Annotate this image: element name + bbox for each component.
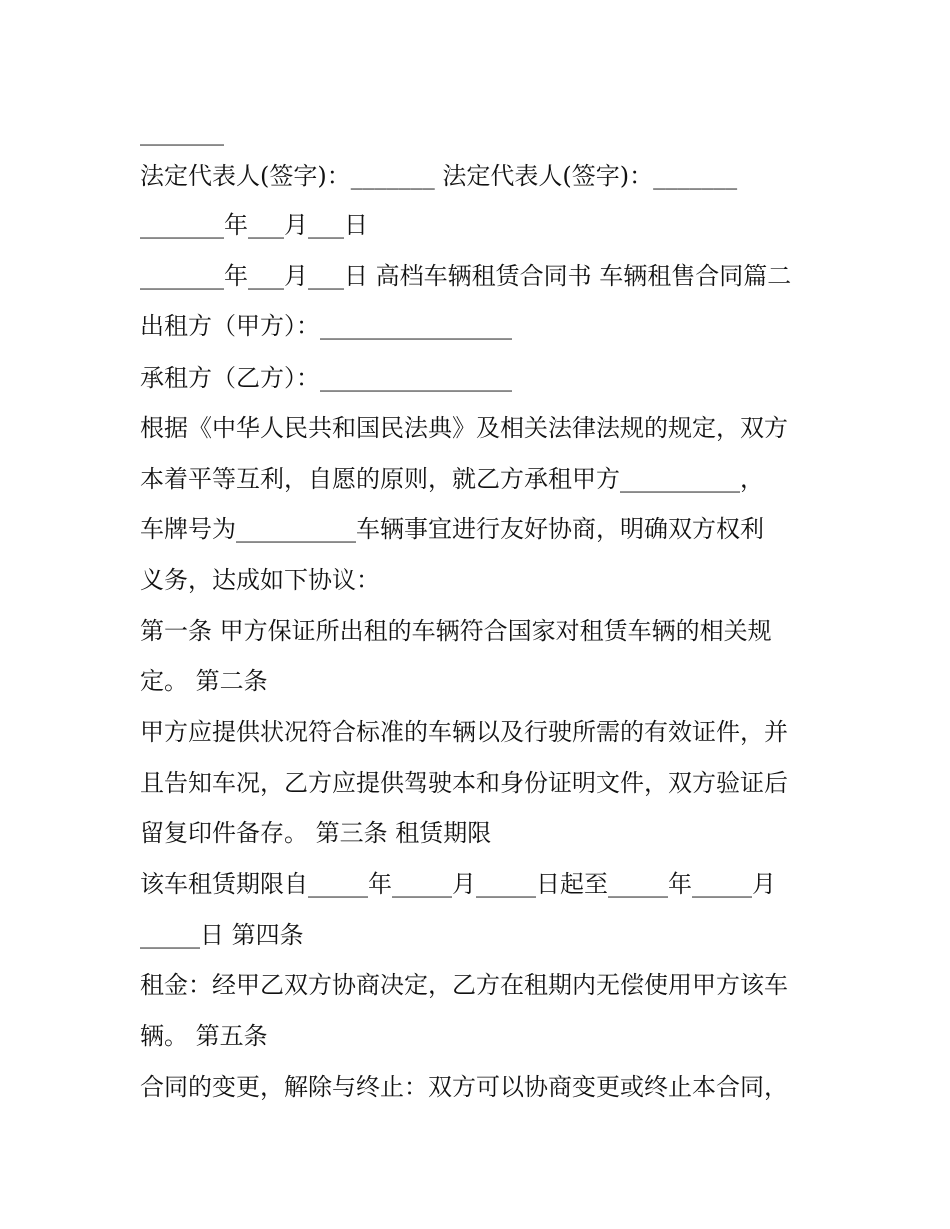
text-line: 且告知车况，乙方应提供驾驶本和身份证明文件，双方验证后 — [140, 769, 788, 797]
text-line: 车牌号为__________车辆事宜进行友好协商，明确双方权利 — [140, 515, 764, 543]
text-line: 出租方（甲方）：________________ — [140, 312, 512, 340]
text-line: 留复印件备存。 第三条 租赁期限 — [140, 819, 492, 847]
text-line: 第一条 甲方保证所出租的车辆符合国家对租赁车辆的相关规 — [140, 617, 772, 645]
text-line: 定。 第二条 — [140, 667, 268, 695]
text-line: 该车租赁期限自_____年_____月_____日起至_____年_____月 — [140, 870, 776, 898]
text-line: 辆。 第五条 — [140, 1022, 268, 1050]
text-line: 承租方（乙方）：________________ — [140, 364, 512, 392]
text-line: 甲方应提供状况符合标准的车辆以及行驶所需的有效证件，并 — [140, 718, 788, 746]
text-line: _______ — [140, 118, 224, 146]
text-line: 义务，达成如下协议： — [140, 566, 380, 594]
text-line: 合同的变更，解除与终止：双方可以协商变更或终止本合同， — [140, 1073, 788, 1101]
text-line: 根据《中华人民共和国民法典》及相关法律法规的规定，双方 — [140, 414, 788, 442]
text-line: 租金：经甲乙双方协商决定，乙方在租期内无偿使用甲方该车 — [140, 971, 788, 999]
text-line: _____日 第四条 — [140, 921, 304, 949]
text-line: 本着平等互利，自愿的原则，就乙方承租甲方__________， — [140, 465, 764, 493]
text-line: _______年___月___日 高档车辆租赁合同书 车辆租售合同篇二 — [140, 262, 792, 290]
text-line: 法定代表人(签字)：_______ 法定代表人(签字)：_______ — [140, 162, 738, 190]
text-line: _______年___月___日 — [140, 211, 368, 239]
